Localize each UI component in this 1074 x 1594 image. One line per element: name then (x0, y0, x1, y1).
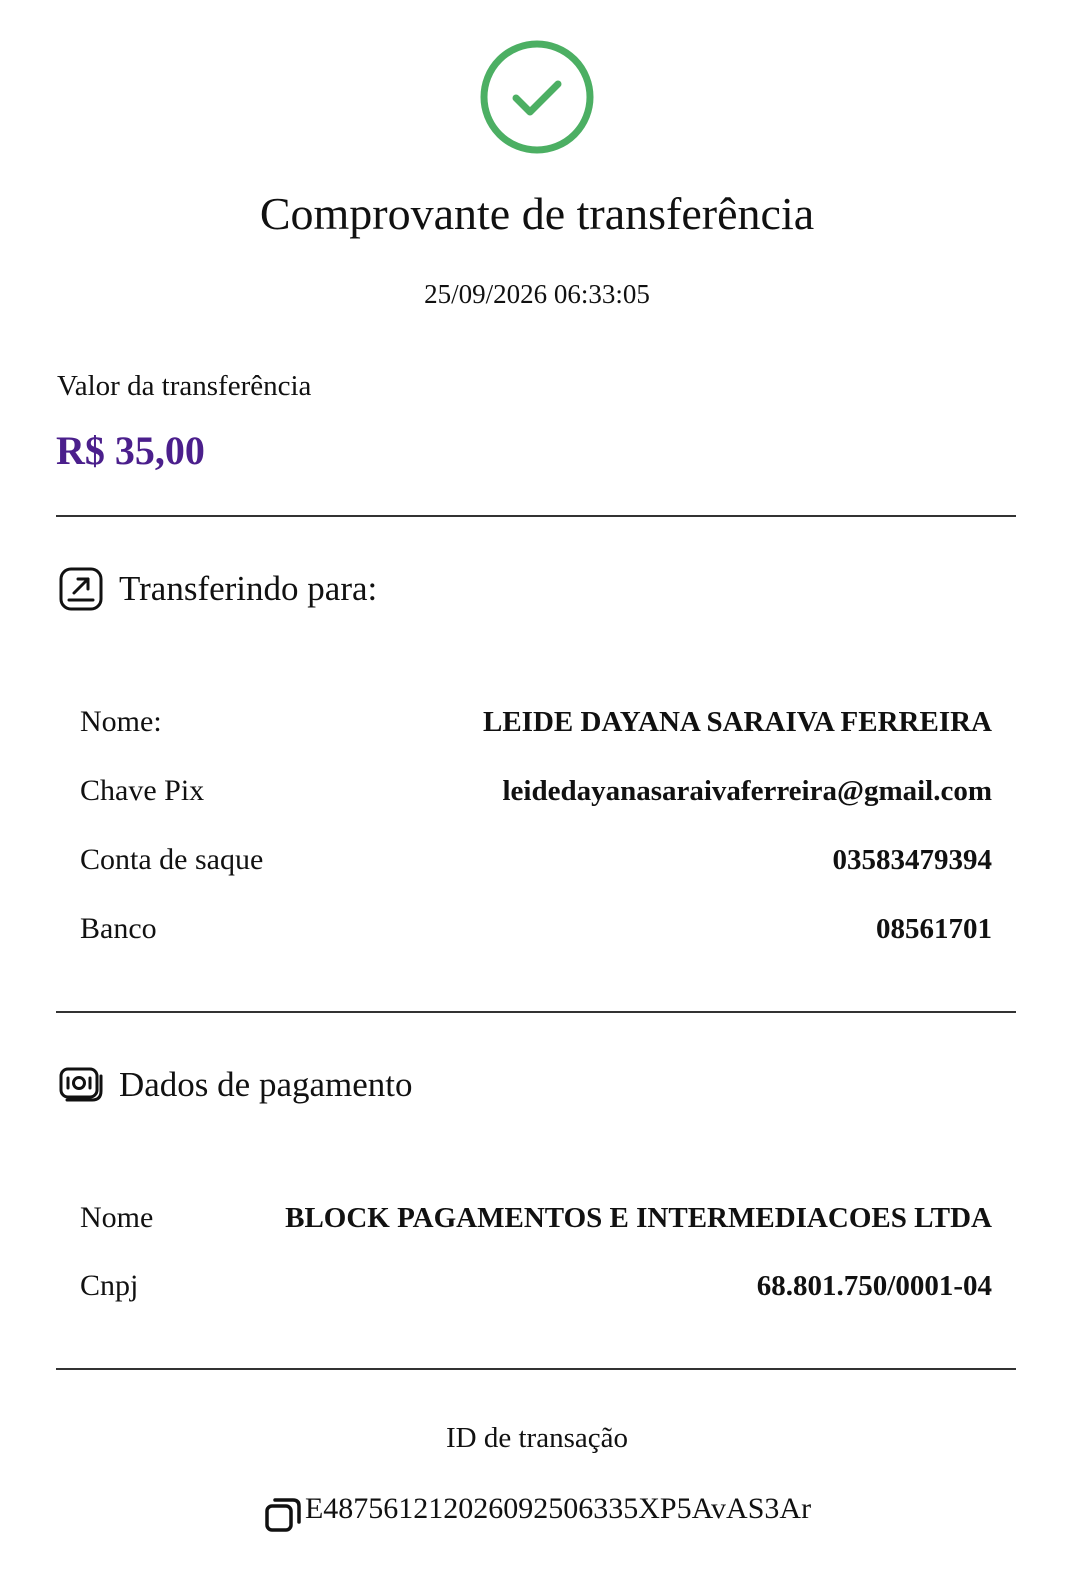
divider (56, 1368, 1016, 1370)
account-row (80, 840, 992, 880)
account-label: Conta de saque (80, 843, 264, 876)
bank-label: Banco (80, 912, 157, 945)
amount-label: Valor da transferência (57, 370, 312, 402)
transaction-id-value[interactable]: E487561212026092506335XP5AvAS3Ar (304, 1492, 812, 1525)
transaction-id-row (0, 1484, 1074, 1534)
divider (56, 1011, 1016, 1013)
pix-key-value: leidedayanasaraivaferreira@gmail.com (502, 775, 992, 807)
arrow-up-right-icon (58, 566, 104, 612)
recipient-section-header (58, 566, 377, 612)
payer-name-label: Nome (80, 1201, 154, 1234)
copy-icon[interactable] (263, 1494, 303, 1534)
pix-key-row (80, 771, 992, 811)
transfer-datetime: 25/09/2026 06:33:05 (424, 279, 650, 309)
pix-key-label: Chave Pix (80, 774, 205, 807)
page-title: Comprovante de transferência (259, 188, 815, 239)
bank-row (80, 909, 992, 949)
amount-value: R$ 35,00 (56, 428, 205, 473)
money-icon (58, 1062, 104, 1108)
bank-value: 08561701 (876, 913, 992, 945)
payment-section-title: Dados de pagamento (119, 1065, 413, 1104)
payer-name-value: BLOCK PAGAMENTOS E INTERMEDIACOES LTDA (285, 1202, 992, 1234)
payment-section-header (58, 1062, 413, 1108)
recipient-name-label: Nome: (80, 705, 162, 738)
recipient-section-title: Transferindo para: (119, 569, 378, 608)
payer-name-row (80, 1198, 992, 1238)
cnpj-row (80, 1266, 992, 1306)
divider (56, 515, 1016, 517)
check-circle-icon (480, 40, 594, 154)
account-value: 03583479394 (832, 844, 992, 876)
cnpj-value: 68.801.750/0001-04 (756, 1270, 992, 1302)
recipient-name-row (80, 702, 992, 742)
transaction-id-label: ID de transação (446, 1422, 628, 1454)
cnpj-label: Cnpj (80, 1269, 139, 1302)
recipient-name-value: LEIDE DAYANA SARAIVA FERREIRA (483, 706, 992, 738)
